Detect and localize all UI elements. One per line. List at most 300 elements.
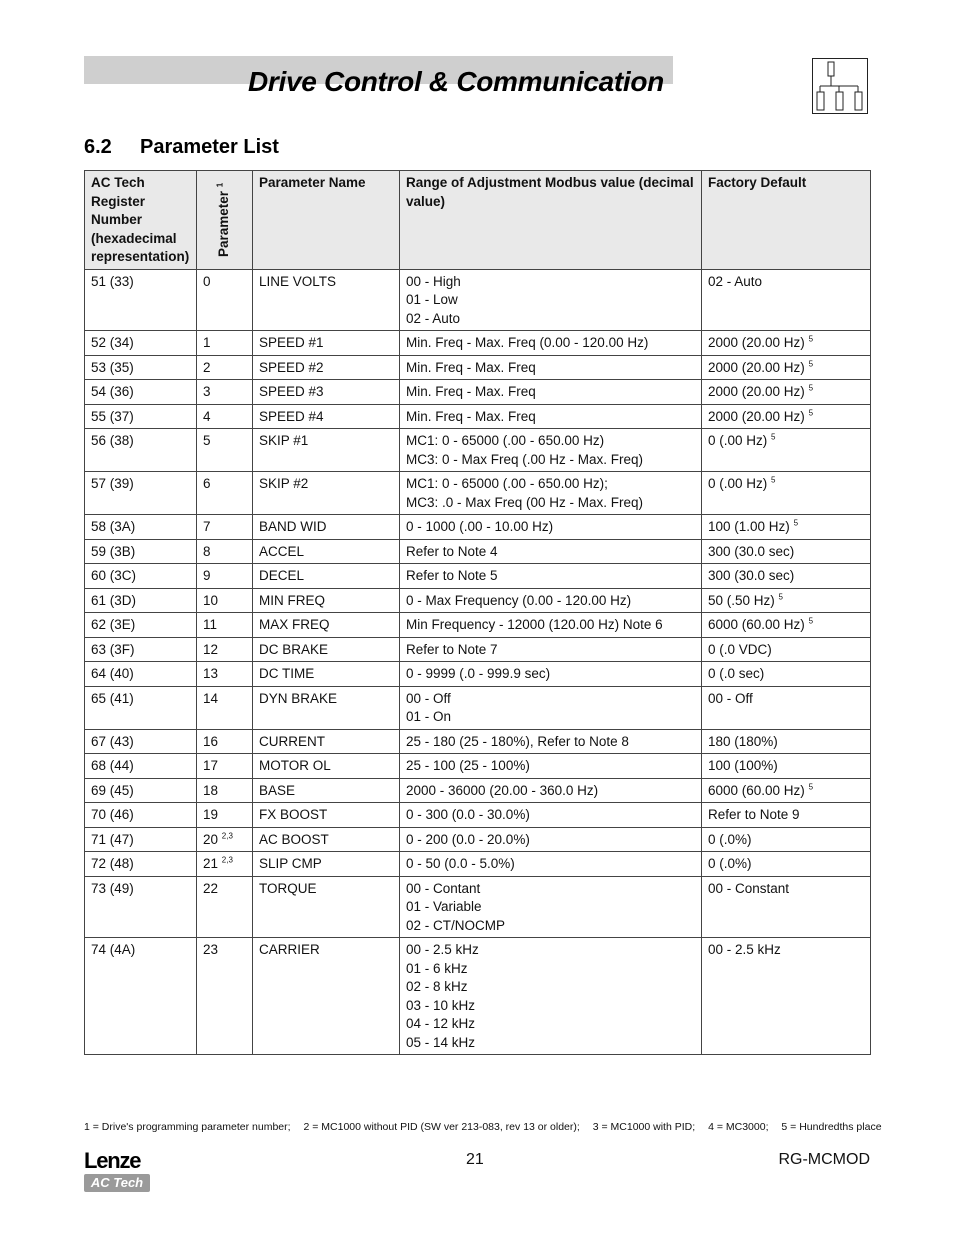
- default-value: 00 - 2.5 kHz: [708, 942, 781, 957]
- range-line: 0 - 9999 (.0 - 999.9 sec): [406, 666, 551, 681]
- cell-range: [400, 269, 702, 331]
- parameter-name: SKIP #1: [259, 433, 309, 448]
- header-parameter-text: [215, 183, 234, 257]
- parameter-value: 3: [203, 384, 211, 399]
- section-title: Parameter List: [140, 136, 279, 158]
- cell-range: [400, 803, 702, 828]
- cell-register: [85, 331, 197, 356]
- register-value: 60 (3C): [91, 568, 137, 583]
- table-row: [85, 637, 871, 662]
- range-line: 02 - CT/NOCMP: [406, 917, 506, 933]
- register-value: 56 (38): [91, 433, 134, 448]
- cell-default: [702, 778, 871, 803]
- default-sup: 5: [771, 432, 776, 442]
- range-line: 00 - Off: [406, 690, 451, 706]
- range-line: 00 - High: [406, 273, 461, 289]
- cell-default: [702, 472, 871, 515]
- cell-default: [702, 404, 871, 429]
- default-sup: 5: [808, 334, 814, 344]
- cell-range: [400, 852, 702, 877]
- footnote: 5 = Hundredths place: [781, 1121, 882, 1133]
- cell-default: [702, 852, 871, 877]
- range-line: 00 - 2.5 kHz: [406, 942, 479, 957]
- table-row: [85, 662, 871, 687]
- default-sup: 5: [778, 592, 783, 601]
- parameter-value: 16: [203, 733, 219, 749]
- cell-parameter: [197, 515, 253, 540]
- parameter-name: LINE VOLTS: [259, 273, 337, 289]
- table-row: [85, 729, 871, 754]
- cell-name: [253, 754, 400, 779]
- logo-brand: Lenze: [84, 1148, 141, 1173]
- cell-name: [253, 331, 400, 356]
- table-row: [85, 613, 871, 638]
- cell-range: [400, 938, 702, 1055]
- register-value: 72 (48): [91, 856, 134, 871]
- cell-range: [400, 429, 702, 472]
- parameter-value: 6: [203, 476, 211, 491]
- range-line: Min. Freq - Max. Freq: [406, 384, 536, 399]
- footnote: 2 = MC1000 without PID (SW ver 213-083, rev 13 or older);: [303, 1121, 580, 1133]
- cell-default: [702, 876, 871, 938]
- parameter-name: MIN FREQ: [259, 592, 325, 608]
- cell-name: [253, 729, 400, 754]
- parameter-value: 8: [203, 543, 211, 559]
- footnote: 1 = Drive's programming parameter number;: [84, 1121, 291, 1133]
- cell-name: [253, 380, 400, 405]
- register-value: 64 (40): [91, 666, 134, 681]
- cell-register: [85, 662, 197, 687]
- default-value: 180 (180%): [708, 733, 778, 749]
- range-line: Min. Freq - Max. Freq: [406, 359, 536, 375]
- range-line: 01 - Low: [406, 292, 458, 307]
- cell-name: [253, 938, 400, 1055]
- page-title: Drive Control & Communication: [248, 66, 664, 97]
- default-sup: 5: [808, 616, 814, 626]
- range-line: 04 - 12 kHz: [406, 1016, 476, 1031]
- cell-parameter: [197, 852, 253, 877]
- default-value: 02 - Auto: [708, 273, 763, 289]
- parameter-name: CURRENT: [259, 733, 325, 749]
- cell-name: [253, 876, 400, 938]
- cell-range: [400, 637, 702, 662]
- cell-register: [85, 539, 197, 564]
- cell-register: [85, 938, 197, 1055]
- range-line: MC1: 0 - 65000 (.00 - 650.00 Hz): [406, 433, 605, 448]
- parameter-value: 13: [203, 666, 219, 681]
- footnotes: [84, 1121, 882, 1133]
- range-line: Min. Freq - Max. Freq: [406, 408, 536, 424]
- table-row: [85, 539, 871, 564]
- cell-parameter: [197, 662, 253, 687]
- parameter-sup: 2,3: [221, 855, 233, 865]
- range-line: 0 - Max Frequency (0.00 - 120.00 Hz): [406, 592, 632, 608]
- cell-range: [400, 778, 702, 803]
- logo-subbrand: AC Tech: [84, 1174, 150, 1192]
- parameter-sup: 2,3: [221, 831, 233, 840]
- cell-parameter: [197, 637, 253, 662]
- parameter-table: [84, 170, 871, 1055]
- cell-parameter: [197, 729, 253, 754]
- table-row: [85, 827, 871, 852]
- header-range-line: Modbus value (decimal value): [406, 175, 694, 209]
- table-row: [85, 331, 871, 356]
- cell-name: [253, 778, 400, 803]
- range-line: 05 - 14 kHz: [406, 1034, 476, 1050]
- default-sup: 5: [808, 408, 814, 417]
- cell-default: [702, 803, 871, 828]
- table-body: [85, 269, 871, 1055]
- cell-default: [702, 938, 871, 1055]
- header-parameter-sup: 1: [215, 182, 225, 188]
- table-row: [85, 429, 871, 472]
- parameter-value: 20: [203, 831, 219, 847]
- default-sup: 5: [771, 475, 776, 485]
- cell-register: [85, 355, 197, 380]
- parameter-value: 21: [203, 856, 219, 871]
- parameter-name: DC TIME: [259, 666, 315, 681]
- register-value: 69 (45): [91, 782, 134, 798]
- cell-register: [85, 686, 197, 729]
- default-value: 6000 (60.00 Hz): [708, 782, 805, 798]
- default-value: Refer to Note 9: [708, 807, 800, 822]
- parameter-value: 7: [203, 519, 211, 534]
- cell-name: [253, 686, 400, 729]
- default-value: 100 (1.00 Hz): [708, 519, 790, 534]
- parameter-name: SPEED #2: [259, 359, 324, 375]
- parameter-value: 19: [203, 807, 219, 822]
- range-line: Refer to Note 7: [406, 641, 498, 657]
- cell-register: [85, 429, 197, 472]
- register-value: 52 (34): [91, 335, 134, 350]
- cell-default: [702, 269, 871, 331]
- parameter-name: DYN BRAKE: [259, 690, 338, 706]
- cell-default: [702, 380, 871, 405]
- cell-register: [85, 852, 197, 877]
- cell-default: [702, 564, 871, 589]
- cell-register: [85, 827, 197, 852]
- cell-default: [702, 613, 871, 638]
- table-row: [85, 355, 871, 380]
- cell-default: [702, 515, 871, 540]
- cell-range: [400, 876, 702, 938]
- parameter-value: 22: [203, 880, 219, 896]
- footnote: 3 = MC1000 with PID;: [592, 1121, 696, 1133]
- table-row: [85, 803, 871, 828]
- cell-default: [702, 588, 871, 613]
- default-sup: 5: [793, 518, 799, 528]
- cell-range: [400, 729, 702, 754]
- range-line: 01 - Variable: [406, 899, 482, 914]
- parameter-value: 12: [203, 641, 219, 657]
- parameter-value: 0: [203, 273, 211, 289]
- range-line: 0 - 200 (0.0 - 20.0%): [406, 831, 530, 847]
- document-code: RG-MCMOD: [778, 1151, 870, 1168]
- cell-range: [400, 754, 702, 779]
- parameter-value: 10: [203, 592, 219, 608]
- parameter-name: MAX FREQ: [259, 617, 330, 632]
- parameter-name: BAND WID: [259, 519, 327, 534]
- range-line: 03 - 10 kHz: [406, 997, 476, 1013]
- cell-parameter: [197, 380, 253, 405]
- cell-parameter: [197, 686, 253, 729]
- register-value: 53 (35): [91, 359, 134, 375]
- cell-default: [702, 539, 871, 564]
- default-sup: 5: [808, 782, 814, 791]
- default-sup: 5: [808, 359, 814, 368]
- cell-parameter: [197, 827, 253, 852]
- register-value: 68 (44): [91, 758, 134, 773]
- cell-default: [702, 827, 871, 852]
- section-heading: [84, 136, 279, 159]
- parameter-value: 1: [203, 335, 211, 350]
- cell-range: [400, 588, 702, 613]
- table-row: [85, 380, 871, 405]
- register-value: 74 (4A): [91, 942, 136, 957]
- default-value: 0 (.0%): [708, 831, 752, 847]
- table-row: [85, 588, 871, 613]
- range-line: 25 - 180 (25 - 180%), Refer to Note 8: [406, 733, 629, 749]
- header-register-line: (hexadecimal: [91, 230, 177, 246]
- page-number: 21: [466, 1151, 484, 1168]
- cell-register: [85, 515, 197, 540]
- cell-range: [400, 662, 702, 687]
- range-line: 0 - 300 (0.0 - 30.0%): [406, 807, 530, 822]
- table-row: [85, 938, 871, 1055]
- header-parameter-label: Parameter: [216, 190, 231, 257]
- cell-register: [85, 778, 197, 803]
- register-value: 65 (41): [91, 690, 134, 706]
- default-value: 100 (100%): [708, 758, 778, 773]
- cell-name: [253, 429, 400, 472]
- cell-range: [400, 827, 702, 852]
- header-register-line: AC Tech: [91, 175, 145, 190]
- table-row: [85, 778, 871, 803]
- table-row: [85, 686, 871, 729]
- cell-parameter: [197, 876, 253, 938]
- cell-parameter: [197, 404, 253, 429]
- cell-register: [85, 637, 197, 662]
- default-value: 2000 (20.00 Hz): [708, 408, 805, 424]
- range-line: 25 - 100 (25 - 100%): [406, 758, 530, 773]
- range-line: 02 - Auto: [406, 310, 461, 326]
- cell-parameter: [197, 472, 253, 515]
- register-value: 63 (3F): [91, 641, 135, 657]
- default-value: 0 (.00 Hz): [708, 476, 768, 491]
- cell-range: [400, 380, 702, 405]
- cell-name: [253, 269, 400, 331]
- header-range: [400, 171, 702, 270]
- cell-name: [253, 564, 400, 589]
- register-value: 73 (49): [91, 880, 134, 896]
- cell-range: [400, 472, 702, 515]
- cell-default: [702, 637, 871, 662]
- cell-parameter: [197, 588, 253, 613]
- footnote: 4 = MC3000;: [708, 1121, 769, 1133]
- table-row: [85, 852, 871, 877]
- lenze-logo: [84, 1150, 154, 1196]
- parameter-name: ACCEL: [259, 543, 305, 559]
- cell-default: [702, 729, 871, 754]
- header-default: Factory Default: [702, 171, 871, 270]
- cell-default: [702, 355, 871, 380]
- parameter-name: AC BOOST: [259, 831, 329, 847]
- range-line: 01 - 6 kHz: [406, 960, 468, 976]
- range-line: 01 - On: [406, 709, 452, 724]
- cell-parameter: [197, 564, 253, 589]
- parameter-value: 5: [203, 433, 211, 448]
- default-value: 2000 (20.00 Hz): [708, 384, 805, 399]
- range-line: Min. Freq - Max. Freq (0.00 - 120.00 Hz): [406, 335, 649, 350]
- header-register-line: Number: [91, 212, 143, 227]
- table-row: [85, 269, 871, 331]
- table-row: [85, 754, 871, 779]
- range-line: MC3: 0 - Max Freq (.00 Hz - Max. Freq): [406, 451, 644, 467]
- register-value: 54 (36): [91, 384, 134, 399]
- cell-range: [400, 404, 702, 429]
- range-line: 02 - 8 kHz: [406, 979, 468, 994]
- cell-name: [253, 588, 400, 613]
- cell-name: [253, 515, 400, 540]
- parameter-name: SPEED #3: [259, 384, 324, 399]
- parameter-name: SPEED #4: [259, 408, 324, 424]
- range-line: Refer to Note 5: [406, 568, 498, 583]
- parameter-value: 2: [203, 359, 211, 375]
- parameter-name: CARRIER: [259, 942, 320, 957]
- cell-parameter: [197, 778, 253, 803]
- cell-name: [253, 827, 400, 852]
- cell-register: [85, 269, 197, 331]
- cell-register: [85, 404, 197, 429]
- register-value: 70 (46): [91, 807, 134, 822]
- header-parameter: [197, 171, 253, 270]
- cell-name: [253, 852, 400, 877]
- register-value: 55 (37): [91, 408, 134, 424]
- cell-parameter: [197, 355, 253, 380]
- default-value: 0 (.0%): [708, 856, 752, 871]
- cell-name: [253, 613, 400, 638]
- header-register: [85, 171, 197, 270]
- parameter-value: 11: [203, 617, 218, 632]
- cell-parameter: [197, 539, 253, 564]
- cell-name: [253, 637, 400, 662]
- register-value: 61 (3D): [91, 592, 137, 608]
- parameter-name: SKIP #2: [259, 476, 309, 491]
- cell-default: [702, 331, 871, 356]
- cell-register: [85, 876, 197, 938]
- table-row: [85, 515, 871, 540]
- range-line: 0 - 1000 (.00 - 10.00 Hz): [406, 519, 554, 534]
- cell-default: [702, 686, 871, 729]
- default-value: 0 (.00 Hz): [708, 433, 768, 448]
- register-value: 71 (47): [91, 831, 134, 847]
- register-value: 67 (43): [91, 733, 134, 749]
- parameter-value: 17: [203, 758, 219, 773]
- cell-range: [400, 539, 702, 564]
- register-value: 57 (39): [91, 476, 134, 491]
- parameter-name: DECEL: [259, 568, 305, 583]
- header-register-line: Register: [91, 193, 146, 209]
- cell-register: [85, 472, 197, 515]
- section-number: 6.2: [84, 136, 112, 158]
- default-value: 0 (.0 sec): [708, 666, 765, 681]
- register-value: 51 (33): [91, 273, 134, 289]
- cell-default: [702, 754, 871, 779]
- cell-register: [85, 588, 197, 613]
- parameter-name: TORQUE: [259, 880, 317, 896]
- default-sup: 5: [808, 383, 814, 393]
- default-value: 2000 (20.00 Hz): [708, 359, 805, 375]
- parameter-name: MOTOR OL: [259, 758, 331, 773]
- cell-parameter: [197, 429, 253, 472]
- parameter-name: DC BRAKE: [259, 641, 329, 657]
- header-name: Parameter Name: [253, 171, 400, 270]
- cell-name: [253, 472, 400, 515]
- default-value: 0 (.0 VDC): [708, 641, 772, 657]
- cell-name: [253, 355, 400, 380]
- default-value: 00 - Off: [708, 690, 753, 706]
- cell-register: [85, 729, 197, 754]
- cell-range: [400, 564, 702, 589]
- table-row: [85, 404, 871, 429]
- cell-name: [253, 662, 400, 687]
- cell-range: [400, 355, 702, 380]
- range-line: 2000 - 36000 (20.00 - 360.0 Hz): [406, 782, 599, 798]
- parameter-value: 4: [203, 408, 211, 424]
- table-row: [85, 564, 871, 589]
- parameter-name: FX BOOST: [259, 807, 328, 822]
- range-line: Min Frequency - 12000 (120.00 Hz) Note 6: [406, 617, 663, 632]
- register-value: 62 (3E): [91, 617, 136, 632]
- cell-register: [85, 613, 197, 638]
- parameter-value: 23: [203, 942, 219, 957]
- cell-register: [85, 803, 197, 828]
- cell-parameter: [197, 754, 253, 779]
- parameter-name: SPEED #1: [259, 335, 324, 350]
- default-value: 2000 (20.00 Hz): [708, 335, 805, 350]
- cell-range: [400, 331, 702, 356]
- cell-parameter: [197, 269, 253, 331]
- header-range-line: Range of Adjustment: [406, 175, 542, 190]
- range-line: 0 - 50 (0.0 - 5.0%): [406, 856, 515, 871]
- cell-name: [253, 803, 400, 828]
- cell-default: [702, 662, 871, 687]
- cell-default: [702, 429, 871, 472]
- parameter-name: SLIP CMP: [259, 856, 322, 871]
- table-header-row: [85, 171, 871, 270]
- cell-register: [85, 564, 197, 589]
- default-value: 50 (.50 Hz): [708, 592, 775, 608]
- range-line: Refer to Note 4: [406, 543, 498, 559]
- header-register-line: representation): [91, 249, 190, 264]
- parameter-value: 9: [203, 568, 211, 583]
- default-value: 6000 (60.00 Hz): [708, 617, 805, 632]
- cell-range: [400, 515, 702, 540]
- parameter-value: 18: [203, 782, 219, 798]
- table-row: [85, 876, 871, 938]
- register-value: 58 (3A): [91, 519, 136, 534]
- range-line: MC1: 0 - 65000 (.00 - 650.00 Hz);: [406, 476, 608, 491]
- cell-name: [253, 539, 400, 564]
- range-line: 00 - Contant: [406, 880, 481, 896]
- cell-range: [400, 613, 702, 638]
- cell-parameter: [197, 803, 253, 828]
- table-row: [85, 472, 871, 515]
- cell-parameter: [197, 613, 253, 638]
- network-diagram-icon: [812, 58, 868, 114]
- cell-register: [85, 380, 197, 405]
- cell-parameter: [197, 938, 253, 1055]
